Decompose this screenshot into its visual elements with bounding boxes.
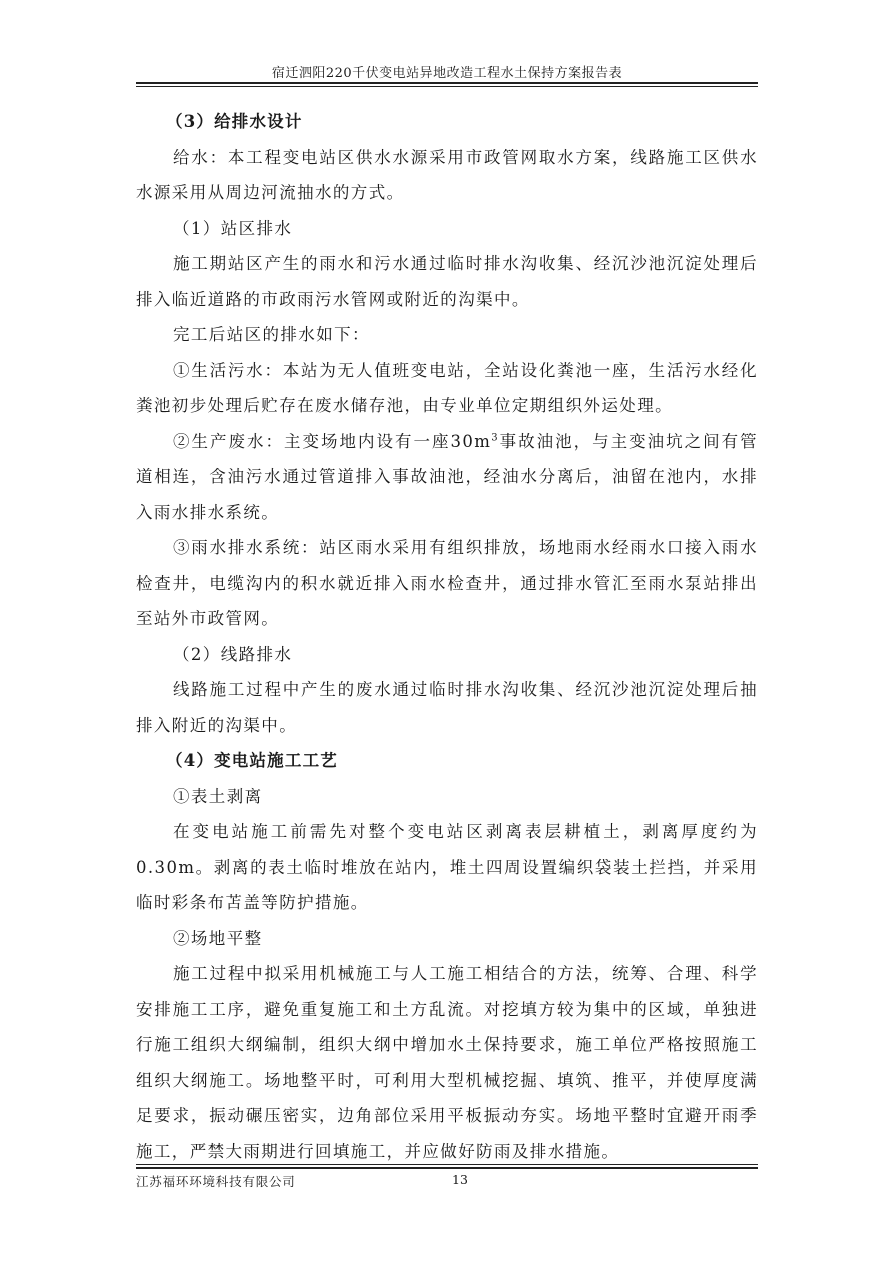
paragraph-text: 事故油池，与主变油坑之间有管道相连，含油污水通过管道排入事故油池，经油水分离后，油留在池内，水排入雨水排水系统。 bbox=[136, 431, 758, 522]
paragraph: 施工过程中拟采用机械施工与人工施工相结合的方法，统筹、合理、科学安排施工工序，避免重复施工和土方乱流。对挖填方较为集中的区域，单独进行施工组织大纲编制，组织大纲中增加水土保持要求，施工单位严格按照施工组织大纲施工。场地整平时，可利用大型机械挖掘、填筑、推平，并使厚度满足要求，振动碾压密实，边角部位采用平板振动夯实。场地平整时宜避开雨季施工，严禁大雨期进行回填施工，并应做好防雨及排水措施。 bbox=[136, 964, 758, 1161]
subsection-title: ②场地平整 bbox=[173, 928, 263, 948]
paragraph: ①生活污水：本站为无人值班变电站，全站设化粪池一座，生活污水经化粪池初步处理后贮存在废水储存池，由专业单位定期组织外运处理。 bbox=[136, 360, 758, 415]
superscript: 3 bbox=[491, 432, 500, 443]
page-header-title: 宿迁泗阳220千伏变电站异地改造工程水土保持方案报告表 bbox=[271, 66, 623, 81]
paragraph: 给水：本工程变电站区供水水源采用市政管网取水方案，线路施工区供水水源采用从周边河流抽水的方式。 bbox=[136, 147, 758, 202]
footer-rule bbox=[136, 1164, 758, 1165]
paragraph: ③雨水排水系统：站区雨水采用有组织排放，场地雨水经雨水口接入雨水检查井，电缆沟内的积水就近排入雨水检查井，通过排水管汇至雨水泵站排出至站外市政管网。 bbox=[136, 538, 758, 628]
page-number: 13 bbox=[452, 1172, 468, 1187]
document-body bbox=[136, 104, 758, 1169]
section-heading: （3）给排水设计 bbox=[166, 112, 303, 131]
paragraph: 在变电站施工前需先对整个变电站区剥离表层耕植土，剥离厚度约为0.30m。剥离的表土临时堆放在站内，堆土四周设置编织袋装土拦挡，并采用临时彩条布苫盖等防护措施。 bbox=[136, 822, 758, 912]
paragraph: 完工后站区的排水如下： bbox=[173, 325, 370, 344]
subsection-title: （2）线路排水 bbox=[173, 644, 293, 664]
footer-rule-secondary bbox=[136, 1167, 758, 1169]
footer-company: 江苏福环环境科技有限公司 bbox=[136, 1174, 296, 1189]
paragraph: 线路施工过程中产生的废水通过临时排水沟收集、经沉沙池沉淀处理后抽排入附近的沟渠中。 bbox=[136, 680, 758, 735]
header-rule-secondary bbox=[136, 86, 758, 87]
paragraph bbox=[136, 424, 758, 531]
subsection-title: （1）站区排水 bbox=[173, 218, 293, 238]
subsection-title: ①表土剥离 bbox=[173, 786, 263, 806]
paragraph: 施工期站区产生的雨水和污水通过临时排水沟收集、经沉沙池沉淀处理后排入临近道路的市政雨污水管网或附近的沟渠中。 bbox=[136, 254, 758, 309]
header-rule bbox=[136, 82, 758, 84]
section-heading: （4）变电站施工工艺 bbox=[166, 751, 338, 770]
paragraph-text: ②生产废水：主变场地内设有一座30m bbox=[173, 431, 492, 451]
